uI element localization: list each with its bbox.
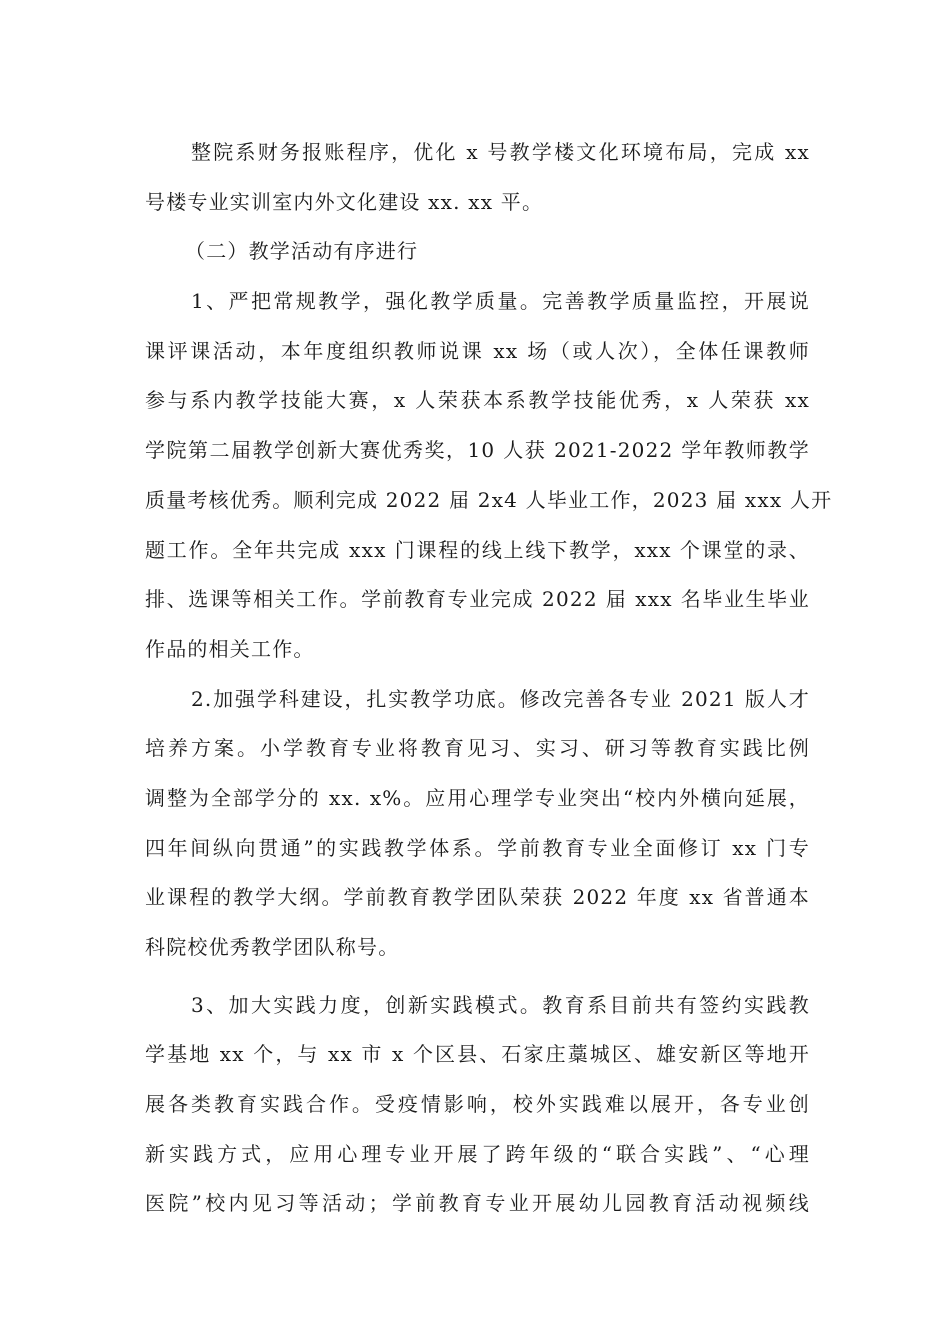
text-line: 科院校优秀教学团队称号。 — [145, 935, 400, 959]
paragraph-practice-mode — [145, 981, 810, 1229]
paragraph-spacing — [145, 973, 810, 981]
text-line: 课评课活动，本年度组织教师说课 xx 场（或人次），全体任课教师 — [145, 338, 810, 363]
text-line: 3、加大实践力度，创新实践模式。教育系目前共有签约实践教 — [191, 992, 810, 1017]
document-body — [145, 128, 833, 1229]
paragraph-discipline-building — [145, 675, 810, 973]
text-line: 整院系财务报账程序，优化 x 号教学楼文化环境布局，完成 xx — [191, 140, 810, 164]
text-line: 调整为全部学分的 xx. x%。应用心理学专业突出“校内外横向延展， — [145, 785, 810, 810]
text-line: 排、选课等相关工作。学前教育专业完成 2022 届 xxx 名毕业生毕业 — [145, 587, 810, 612]
text-line: 四年间纵向贯通”的实践教学体系。学前教育专业全面修订 xx 门专 — [145, 835, 810, 860]
text-line: 医院”校内见习等活动；学前教育专业开展幼儿园教育活动视频线 — [145, 1191, 810, 1216]
text-line: 号楼专业实训室内外文化建设 xx. xx 平。 — [145, 189, 544, 214]
text-line: 培养方案。小学教育专业将教育见习、实习、研习等教育实践比例 — [145, 736, 810, 761]
text-line: 题工作。全年共完成 xxx 门课程的线上线下教学，xxx 个课堂的录、 — [145, 537, 810, 562]
section-heading: （二）教学活动有序进行 — [185, 239, 419, 264]
text-line: 质量考核优秀。顺利完成 2022 届 2x4 人毕业工作，2023 届 xxx 人开 — [145, 487, 833, 512]
text-line: 学基地 xx 个，与 xx 市 x 个区县、石家庄藁城区、雄安新区等地开 — [145, 1042, 810, 1067]
text-line: 新实践方式，应用心理专业开展了跨年级的“联合实践”、“心理 — [145, 1141, 810, 1166]
paragraph-finance-culture — [145, 128, 810, 227]
text-line: 2.加强学科建设，扎实教学功底。修改完善各专业 2021 版人才 — [191, 686, 810, 711]
text-line: 参与系内教学技能大赛，x 人荣获本系教学技能优秀，x 人荣获 xx — [145, 388, 810, 413]
text-line: 1、严把常规教学，强化教学质量。完善教学质量监控，开展说 — [191, 289, 810, 314]
text-line: 业课程的教学大纲。学前教育教学团队荣获 2022 年度 xx 省普通本 — [145, 885, 810, 910]
text-line: 展各类教育实践合作。受疫情影响，校外实践难以展开，各专业创 — [145, 1092, 810, 1117]
text-line: 作品的相关工作。 — [145, 636, 315, 661]
paragraph-teaching-quality — [145, 277, 833, 675]
text-line: 学院第二届教学创新大赛优秀奖，10 人获 2021-2022 学年教师教学 — [145, 438, 810, 463]
